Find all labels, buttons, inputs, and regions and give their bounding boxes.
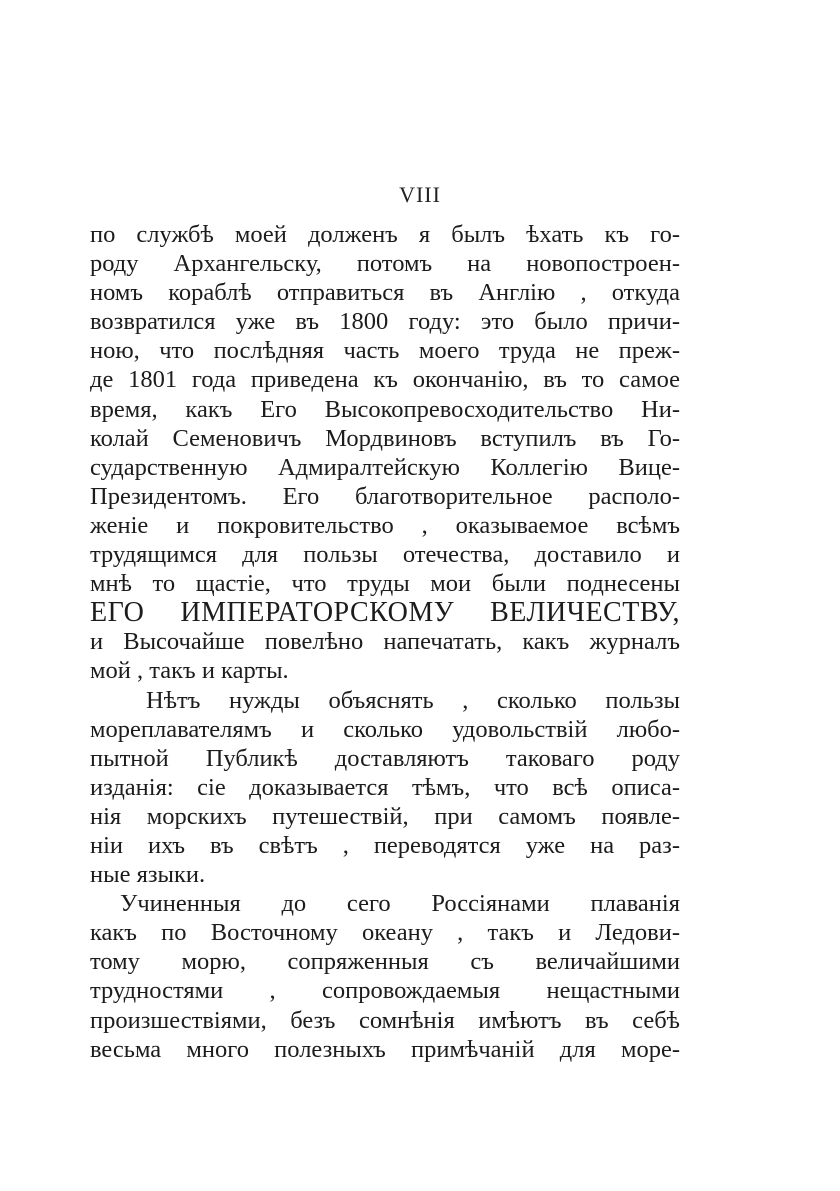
- text-line: время, какъ Его Высокопревосходительство Ни-: [90, 395, 680, 423]
- text-line: тому морю, сопряженныя съ величайшими: [90, 948, 680, 976]
- text-line: пытной Публикѣ доставляютъ таковаго роду: [90, 744, 680, 772]
- emperor-title-line: ЕГО ИМПЕРАТОРСКОМУ ВЕЛИЧЕСТВУ,: [90, 597, 680, 629]
- text-line: по службѣ моей долженъ я былъ ѣхать къ го-: [90, 221, 680, 248]
- text-line: мореплавателямъ и сколько удовольствій любо-: [90, 715, 680, 743]
- text-line: ные языки.: [90, 861, 206, 889]
- text-line: изданія: сіе доказывается тѣмъ, что всѣ описа-: [90, 773, 680, 801]
- page-number: VIII: [399, 182, 441, 207]
- text-line: Президентомъ. Его благотворительное располо-: [90, 482, 680, 510]
- text-line: женіе и покровительство , оказываемое всѣмъ: [90, 511, 680, 539]
- body-text: [90, 220, 680, 1064]
- text-line: произшествіями, безъ сомнѣнія имѣютъ въ себѣ: [90, 1006, 680, 1034]
- text-line: нія морскихъ путешествій, при самомъ появле-: [90, 802, 680, 830]
- text-line: трудящимся для пользы отечества, доставило и: [90, 541, 680, 569]
- text-line: трудностями , сопровождаемыя нещастными: [90, 977, 680, 1005]
- text-line: роду Архангельску, потомъ на новопостроен-: [90, 250, 680, 278]
- paragraph-start-line: Учиненныя до сего Россіянами плаванія: [120, 890, 680, 918]
- text-line: де 1801 года приведена къ окончанію, въ то самое: [90, 366, 680, 394]
- text-line: возвратился уже въ 1800 году: это было причи-: [90, 308, 680, 336]
- text-line: колай Семеновичъ Мордвиновъ вступилъ въ Го-: [90, 424, 680, 452]
- text-line: весьма много полезныхъ примѣчаній для море-: [90, 1035, 680, 1063]
- text-line: мой , такъ и карты.: [90, 657, 289, 685]
- text-line: и Высочайше повелѣно напечатать, какъ журналъ: [90, 628, 680, 656]
- text-line: ною, что послѣдняя часть моего труда не преж-: [90, 337, 680, 365]
- paragraph-start-line: Нѣтъ нужды объяснять , сколько пользы: [146, 686, 680, 714]
- text-line: сударственную Адмиралтейскую Коллегію Вице-: [90, 453, 680, 481]
- text-line: номъ кораблѣ отправиться въ Англію , откуда: [90, 279, 680, 307]
- text-line: ніи ихъ въ свѣтъ , переводятся уже на раз-: [90, 831, 680, 859]
- text-line: мнѣ то щастіе, что труды мои были поднесены: [90, 570, 680, 598]
- text-line: какъ по Восточному океану , такъ и Ледови-: [90, 919, 680, 947]
